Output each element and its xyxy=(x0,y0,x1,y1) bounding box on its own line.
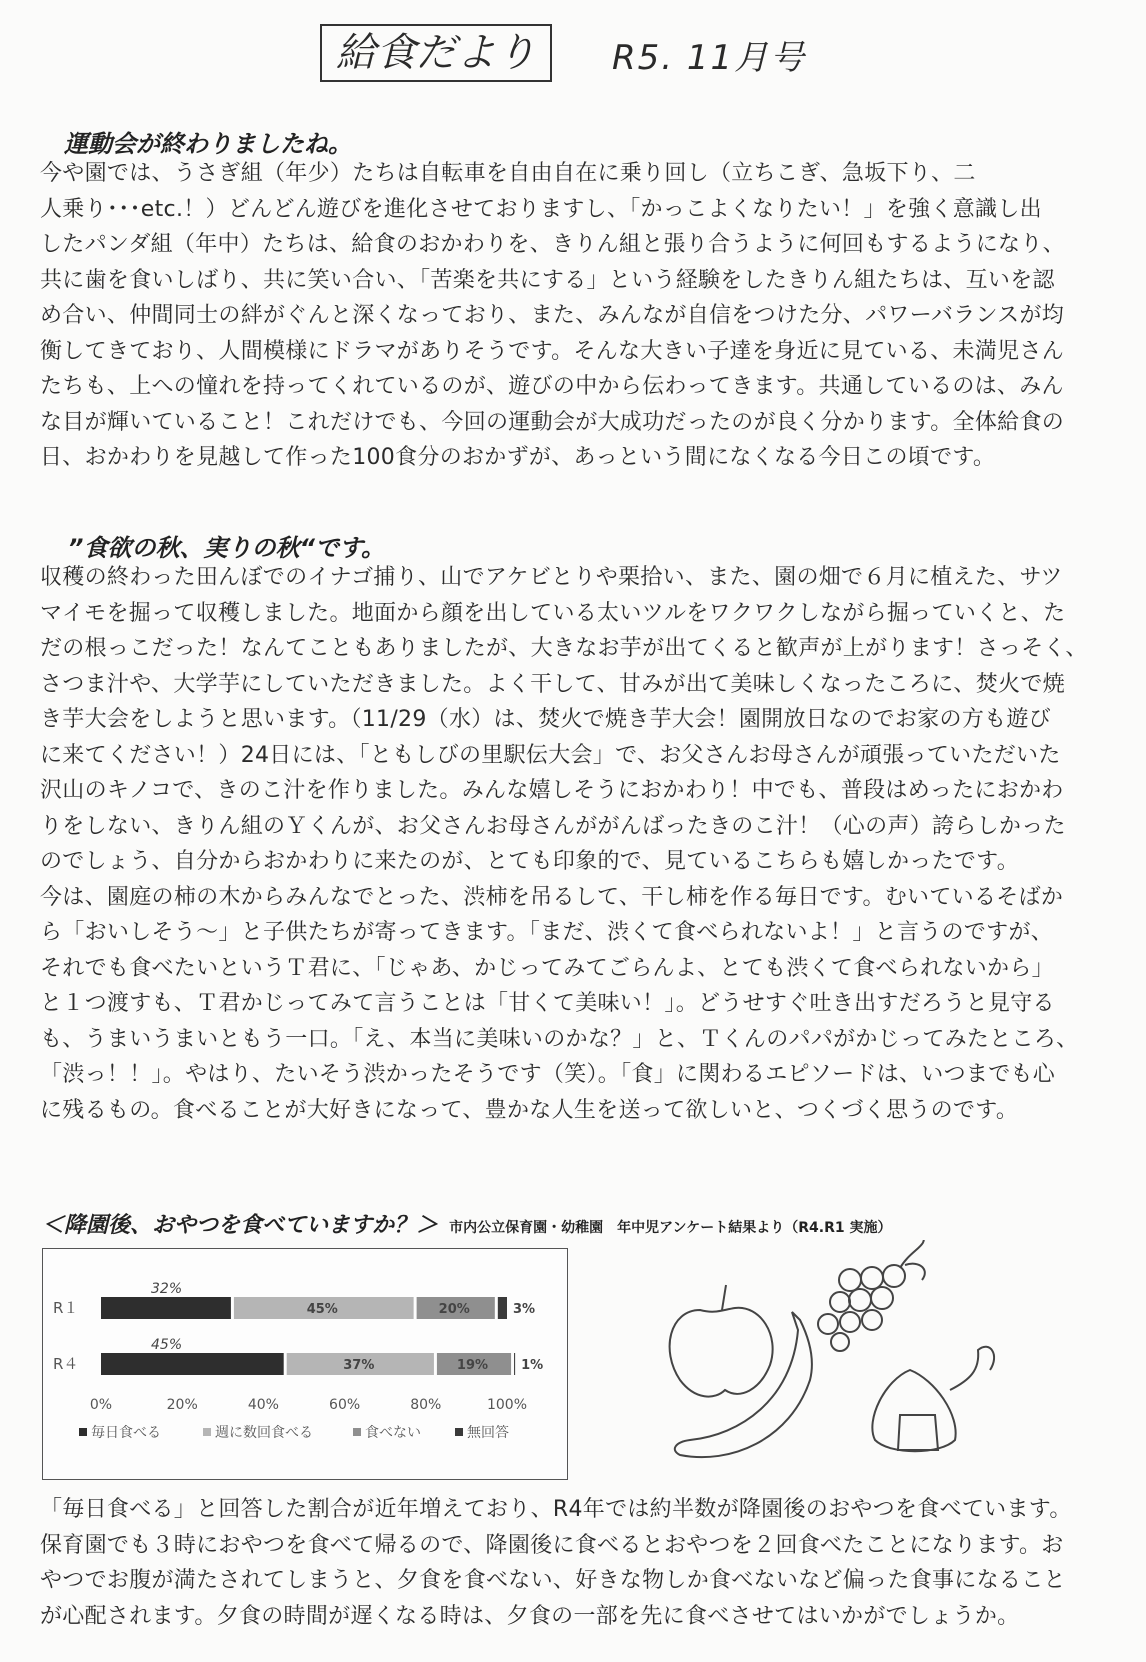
x-tick-label: 40% xyxy=(247,1397,279,1413)
data-label: 1% xyxy=(521,1358,544,1373)
paragraph-line: 共に歯を食いしばり、共に笑い合い、「苦楽を共にする」という経験をしたきりん組たちは、互いを認 xyxy=(40,267,1055,293)
data-label: 45% xyxy=(306,1302,338,1317)
paragraph-line: 沢山のキノコで、きのこ汁を作りました。みんな嬉しそうにおかわり！中でも、普段はめったにおかわ xyxy=(40,778,1064,803)
paragraph-line: 日、おかわりを見越して作った100食分のおかずが、あっという間になくなる今日この頃です。 xyxy=(40,445,996,470)
paragraph-line: が心配されます。夕食の時間が遅くなる時は、夕食の一部を先に食べさせてはいかがでしょうか。 xyxy=(40,1603,1020,1629)
survey-source: 市内公立保育園・幼稚園 年中児アンケート結果より（R4.R1 実施） xyxy=(449,1220,892,1236)
bar-segment xyxy=(101,1297,231,1319)
paragraph-line: さつま汁や、大学芋にしていただきました。よく干して、甘みが出て美味しくなったころに、焚火で焼 xyxy=(40,671,1065,697)
bar-segment xyxy=(514,1353,515,1375)
category-label: R４ xyxy=(53,1355,79,1373)
data-label: 32% xyxy=(151,1281,183,1297)
category-label: R１ xyxy=(53,1299,79,1317)
legend-label: 無回答 xyxy=(467,1425,509,1441)
grapes-icon xyxy=(818,1240,925,1351)
data-label: 37% xyxy=(343,1358,375,1373)
paragraph-line: め合い、仲間同士の絆がぐんと深くなっており、また、みんなが自信をつけた分、パワーバランスが均 xyxy=(40,303,1065,328)
paragraph-line: 今は、園庭の柿の木からみんなでとった、渋柿を吊るして、干し柿を作る毎日です。むいているそばか xyxy=(40,884,1064,910)
paragraph-line: やつでお腹が満たされてしまうと、夕食を食べない、好きな物しか食べないなど偏った食事になること xyxy=(40,1568,1066,1593)
paragraph-line: 衡してきており、人間模様にドラマがありそうです。そんな大きい子達を身近に見ている、未満児さん xyxy=(40,338,1065,364)
legend-swatch xyxy=(353,1428,361,1436)
legend-label: 週に数回食べる xyxy=(215,1425,313,1441)
paragraph-line: も、うまいうまいともう一口。「え、本当に美味いのかな？」と、Ｔくんのパパがかじってみたところ、 xyxy=(40,1026,1079,1052)
data-label: 45% xyxy=(151,1337,183,1353)
issue-label: R5. 11月号 xyxy=(612,38,807,78)
bar-segment xyxy=(101,1353,284,1375)
paragraph-line: き芋大会をしようと思います。（11/29（水）は、焚火で焼き芋大会！園開放日なのでお家の方も遊び xyxy=(40,707,1052,732)
stacked-bar-chart xyxy=(42,1248,568,1480)
legend-swatch xyxy=(203,1428,211,1436)
paragraph-line: たちも、上への憧れを持ってくれているのが、遊びの中から伝わってきます。共通しているのは、みん xyxy=(40,374,1064,399)
paragraph-line: 「毎日食べる」と回答した割合が近年増えており、R4年では約半数が降園後のおやつを食べています。 xyxy=(40,1497,1072,1522)
rice-ball-icon xyxy=(872,1347,994,1451)
section2-paragraph xyxy=(40,560,1100,1128)
section1-paragraph xyxy=(40,156,1100,476)
paragraph-line: 人乗り･･･etc.！）どんどん遊びを進化させておりますし、「かっこよくなりたい！」を強く意識し出 xyxy=(40,196,1042,222)
x-tick-label: 20% xyxy=(166,1397,198,1413)
paragraph-line: りをしない、きりん組のＹくんが、お父さんお母さんががんばったきのこ汁！（心の声）誇らしかった xyxy=(40,813,1066,839)
paragraph-line: のでしょう、自分からおかわりに来たのが、とても印象的で、見ているこちらも嬉しかったです。 xyxy=(40,849,1020,874)
paragraph-line: それでも食べたいというＴ君に、「じゃあ、かじってみてごらんよ、とても渋くて食べられないから」 xyxy=(40,955,1054,981)
paragraph-line: 今や園では、うさぎ組（年少）たちは自転車を自由自在に乗り回し（立ちこぎ、急坂下り、二 xyxy=(40,161,976,186)
paragraph-line: に残るもの。食べることが大好きになって、豊かな人生を送って欲しいと、つくづく思うのです。 xyxy=(40,1097,1019,1123)
bar-segment xyxy=(498,1297,507,1319)
paragraph-line: だの根っこだった！なんてこともありましたが、大きなお芋が出てくると歓声が上がります！さっそく、 xyxy=(40,636,1088,661)
paragraph-line: と１つ渡すも、Ｔ君かじってみて言うことは「甘くて美味い！」。どうせすぐ吐き出すだろうと見守る xyxy=(40,991,1055,1016)
data-label: 20% xyxy=(438,1302,470,1317)
paragraph-line: 「渋っ！！」。やはり、たいそう渋かったそうです（笑）。「食」に関わるエピソードは、いつまでも心 xyxy=(40,1062,1056,1087)
fruit-illustration xyxy=(660,1240,1080,1480)
chart-svg xyxy=(43,1249,569,1481)
legend-label: 毎日食べる xyxy=(91,1425,161,1441)
banana-icon xyxy=(675,1312,812,1457)
paragraph-line: マイモを掘って収穫しました。地面から顔を出している太いツルをワクワクしながら掘っていくと、た xyxy=(40,600,1066,626)
survey-heading xyxy=(42,1208,892,1239)
section1-heading: 運動会が終わりましたね。 xyxy=(64,130,352,158)
paragraph-line: な目が輝いていること！これだけでも、今回の運動会が大成功だったのが良く分かります。全体給食の xyxy=(40,409,1065,435)
data-label: 19% xyxy=(456,1358,489,1373)
survey-title: ＜降園後、おやつを食べていますか？＞ xyxy=(42,1213,439,1238)
legend-label: 食べない xyxy=(365,1425,421,1441)
apple-icon xyxy=(670,1285,773,1397)
paragraph-line: に来てください！）24日には、「ともしびの里駅伝大会」で、お父さんお母さんが頑張っていただいた xyxy=(40,742,1061,768)
x-tick-label: 80% xyxy=(410,1397,442,1413)
x-tick-label: 60% xyxy=(329,1397,361,1413)
legend-swatch xyxy=(79,1428,87,1436)
data-label: 3% xyxy=(513,1302,536,1317)
paragraph-line: 保育園でも３時におやつを食べて帰るので、降園後に食べるとおやつを２回食べたことになります。お xyxy=(40,1532,1064,1558)
newsletter-title: 給食だより xyxy=(320,24,552,82)
x-tick-label: 100% xyxy=(486,1397,528,1413)
section2-heading: ”食欲の秋、実りの秋“です。 xyxy=(68,534,385,562)
x-tick-label: 0% xyxy=(89,1397,113,1413)
conclusion-paragraph xyxy=(40,1492,1100,1634)
legend-swatch xyxy=(455,1428,463,1436)
paragraph-line: したパンダ組（年中）たちは、給食のおかわりを、きりん組と張り合うように何回もするようになり、 xyxy=(40,232,1065,257)
paragraph-line: ら「おいしそう～」と子供たちが寄ってきます。「まだ、渋くて食べられないよ！」と言うのですが、 xyxy=(40,920,1054,945)
paragraph-line: 収穫の終わった田んぼでのイナゴ捕り、山でアケビとりや栗拾い、また、園の畑で６月に植えた、サツ xyxy=(40,565,1063,590)
